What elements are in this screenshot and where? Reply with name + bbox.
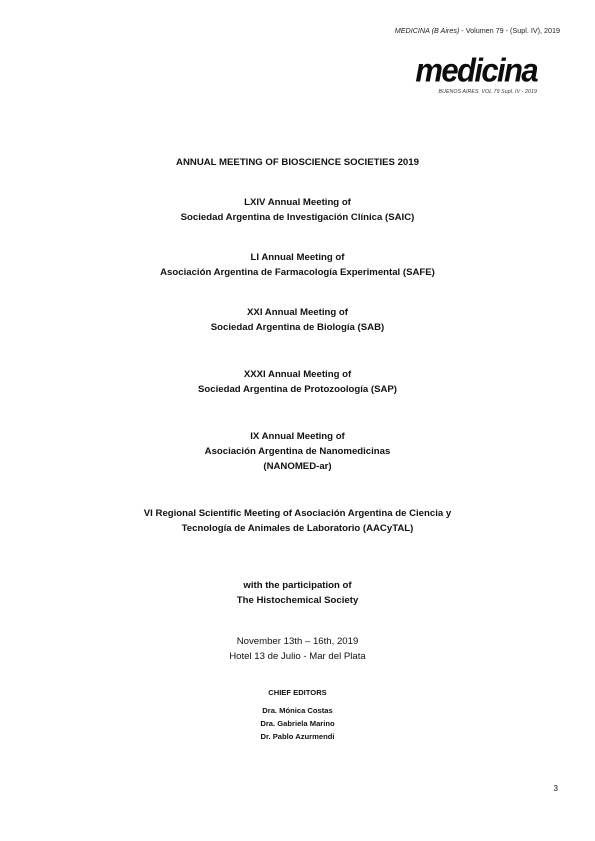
participation-society: The Histochemical Society — [236, 595, 359, 606]
journal-logo — [415, 51, 537, 95]
meeting-ordinal: XXXI Annual Meeting of — [243, 369, 352, 380]
running-header — [395, 26, 560, 35]
meeting-society: Asociación Argentina de Farmacología Experimental (SAFE) — [160, 267, 435, 278]
meeting-society: Asociación Argentina de Nanomedicinas — [204, 446, 391, 457]
meeting-society: Sociedad Argentina de Biología (SAB) — [210, 322, 385, 333]
meeting-ordinal: LI Annual Meeting of — [250, 252, 345, 263]
meeting-block-nanomed — [0, 429, 595, 474]
meeting-block-aacytal — [0, 506, 595, 536]
editor-name: Dr. Pablo Azurmendi — [260, 732, 335, 741]
meeting-acronym: (NANOMED-ar) — [263, 461, 332, 472]
page-number: 3 — [553, 784, 558, 793]
event-venue: Hotel 13 de Julio - Mar del Plata — [229, 651, 366, 662]
main-title: ANNUAL MEETING OF BIOSCIENCE SOCIETIES 2019 — [176, 157, 419, 168]
meeting-ordinal: XXI Annual Meeting of — [247, 307, 348, 318]
editors-list — [0, 704, 595, 743]
participation-block — [0, 578, 595, 608]
meeting-society: Sociedad Argentina de Protozoología (SAP) — [198, 384, 397, 395]
logo-subline: BUENOS AIRES. VOL 79 Supl. IV - 2019 — [438, 89, 537, 95]
meeting-block-sab — [0, 305, 595, 335]
meeting-ordinal: LXIV Annual Meeting of — [244, 197, 351, 208]
editors-heading: CHIEF EDITORS — [268, 688, 327, 697]
meeting-block-saic — [0, 195, 595, 225]
meeting-ordinal: IX Annual Meeting of — [250, 431, 345, 442]
editor-name: Dra. Gabriela Marino — [260, 719, 335, 728]
participation-intro: with the participation of — [243, 580, 352, 591]
meeting-society: Sociedad Argentina de Investigación Clínica (SAIC) — [180, 212, 415, 223]
event-details — [0, 634, 595, 664]
journal-name: MEDICINA (B Aires) — [394, 26, 460, 35]
issue-info: - Volumen 79 - (Supl. IV), 2019 — [459, 26, 560, 35]
meeting-block-safe — [0, 250, 595, 280]
event-dates: November 13th – 16th, 2019 — [236, 636, 359, 647]
meeting-society: Tecnología de Animales de Laboratorio (AACyTAL) — [181, 523, 414, 534]
editor-name: Dra. Mónica Costas — [262, 706, 333, 715]
logo-wordmark: medicina — [415, 51, 537, 90]
meeting-block-sap — [0, 367, 595, 397]
meeting-ordinal: VI Regional Scientific Meeting of Asociación Argentina de Ciencia y — [143, 508, 452, 519]
